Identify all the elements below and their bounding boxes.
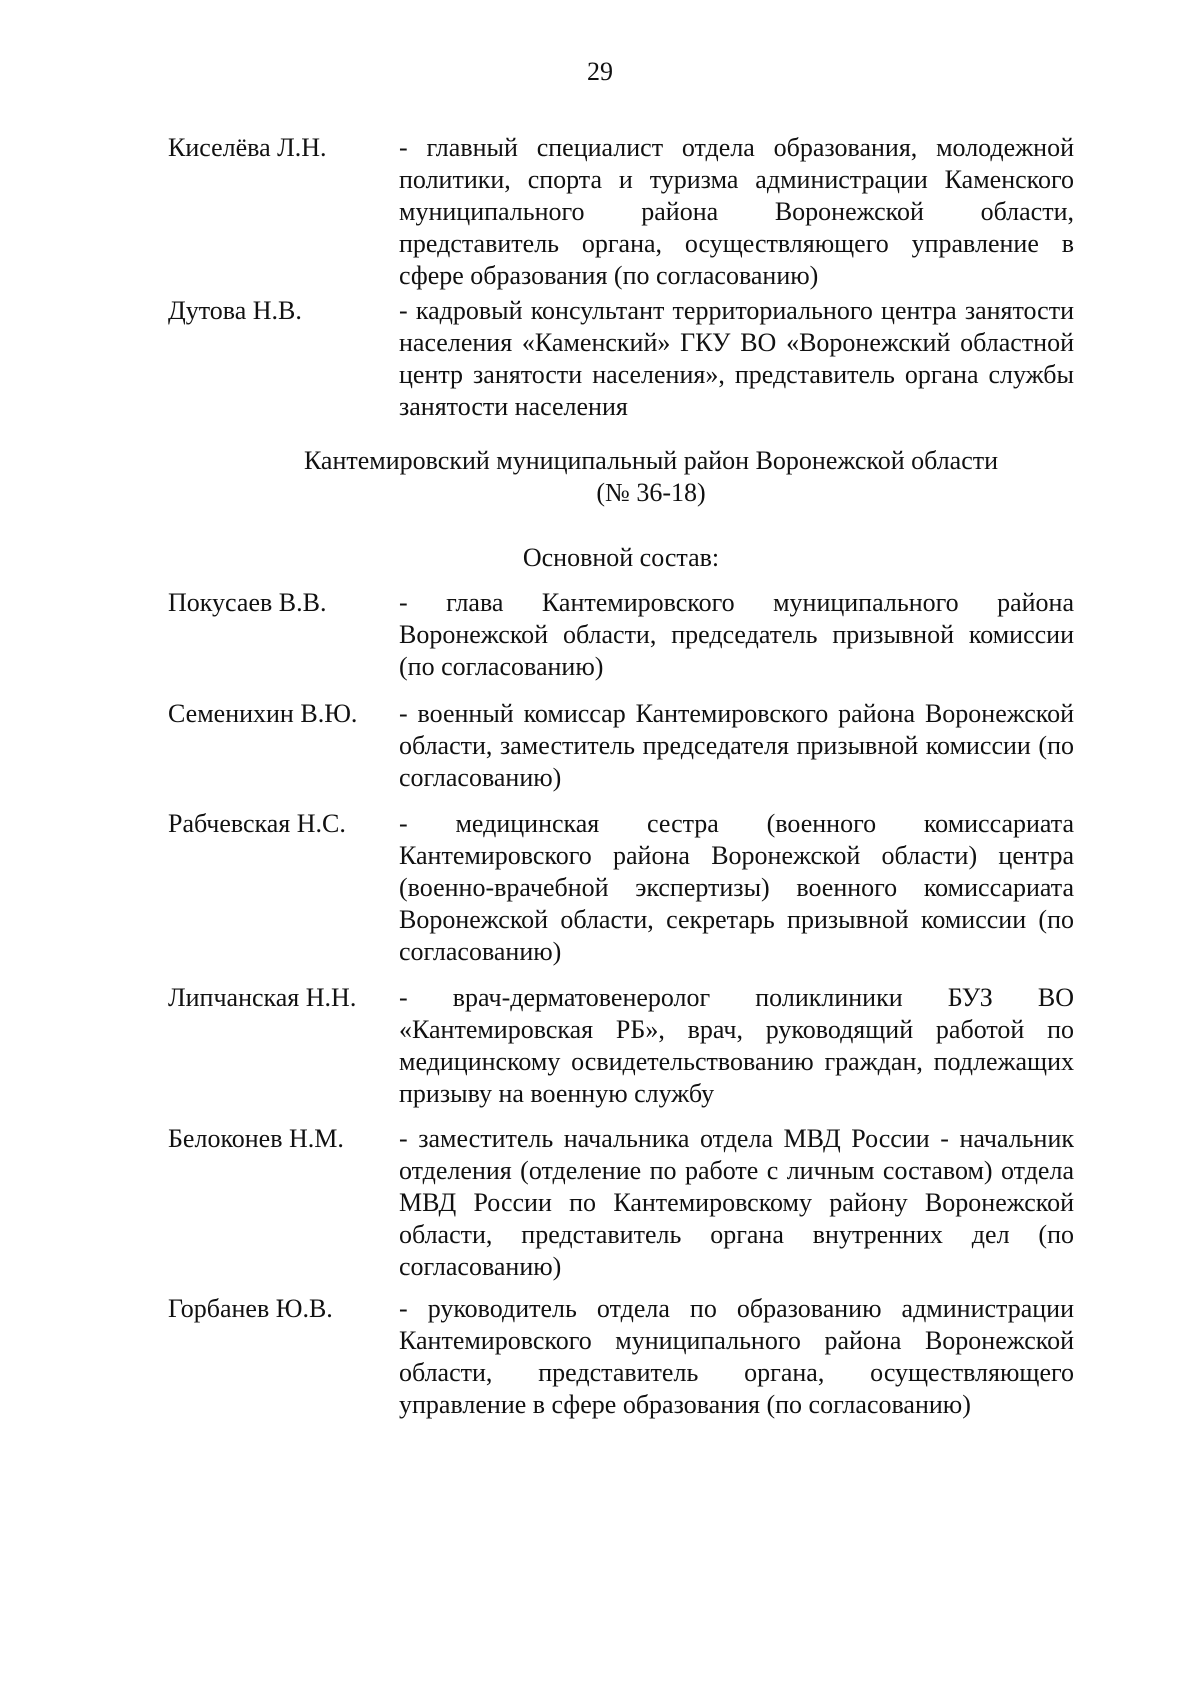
member-entry [168, 1293, 1074, 1421]
member-description: - главный специалист отдела образования, молодежной политики, спорта и туризма администрации Каменского муниципального района Воронежской области, представитель органа, осуществляющего управление в сфере образования (по согласованию) [399, 133, 1074, 290]
member-description: - руководитель отдела по образованию администрации Кантемировского муниципального района Воронежской области, представитель органа, осуществляющего управление в сфере образования (по согласованию) [399, 1294, 1074, 1419]
member-description: - кадровый консультант территориального центра занятости населения «Каменский» ГКУ ВО «Воронежский областной центр занятости населения», представитель органа службы занятости населения [399, 296, 1074, 421]
member-name: Покусаев В.В. [168, 588, 327, 617]
member-entry [168, 982, 1074, 1110]
member-name: Горбанев Ю.В. [168, 1294, 333, 1323]
member-entry [168, 698, 1074, 794]
member-description: - глава Кантемировского муниципального района Воронежской области, председатель призывной комиссии (по согласованию) [399, 588, 1074, 681]
section-number: (№ 36-18) [596, 478, 706, 507]
member-description: - заместитель начальника отдела МВД России - начальник отделения (отделение по работе с личным составом) отдела МВД России по Кантемировскому району Воронежской области, представитель органа внутренних дел (по согласованию) [399, 1124, 1074, 1281]
member-name: Липчанская Н.Н. [168, 983, 357, 1012]
member-entry [168, 132, 1074, 292]
subsection-title: Основной состав: [522, 543, 720, 572]
member-description: - медицинская сестра (военного комиссариата Кантемировского района Воронежской области) центра (военно-врачебной экспертизы) военного комиссариата Воронежской области, секретарь призывной комиссии (по согласованию) [399, 809, 1074, 966]
member-name: Дутова Н.В. [168, 296, 302, 325]
member-entry [168, 295, 1074, 423]
section-title: Кантемировский муниципальный район Воронежской области [303, 446, 999, 475]
member-entry [168, 1123, 1074, 1283]
member-description: - военный комиссар Кантемировского района Воронежской области, заместитель председателя призывной комиссии (по согласованию) [399, 699, 1074, 792]
member-name: Белоконев Н.М. [168, 1124, 344, 1153]
page-number: 29 [587, 57, 613, 86]
member-name: Семенихин В.Ю. [168, 699, 358, 728]
member-description: - врач-дерматовенеролог поликлиники БУЗ ВО «Кантемировская РБ», врач, руководящий работой по медицинскому освидетельствованию граждан, подлежащих призыву на военную службу [399, 983, 1074, 1108]
member-name: Киселёва Л.Н. [168, 133, 327, 162]
member-entry [168, 808, 1074, 968]
section-heading [168, 445, 1074, 509]
member-entry [168, 587, 1074, 683]
member-name: Рабчевская Н.С. [168, 809, 346, 838]
